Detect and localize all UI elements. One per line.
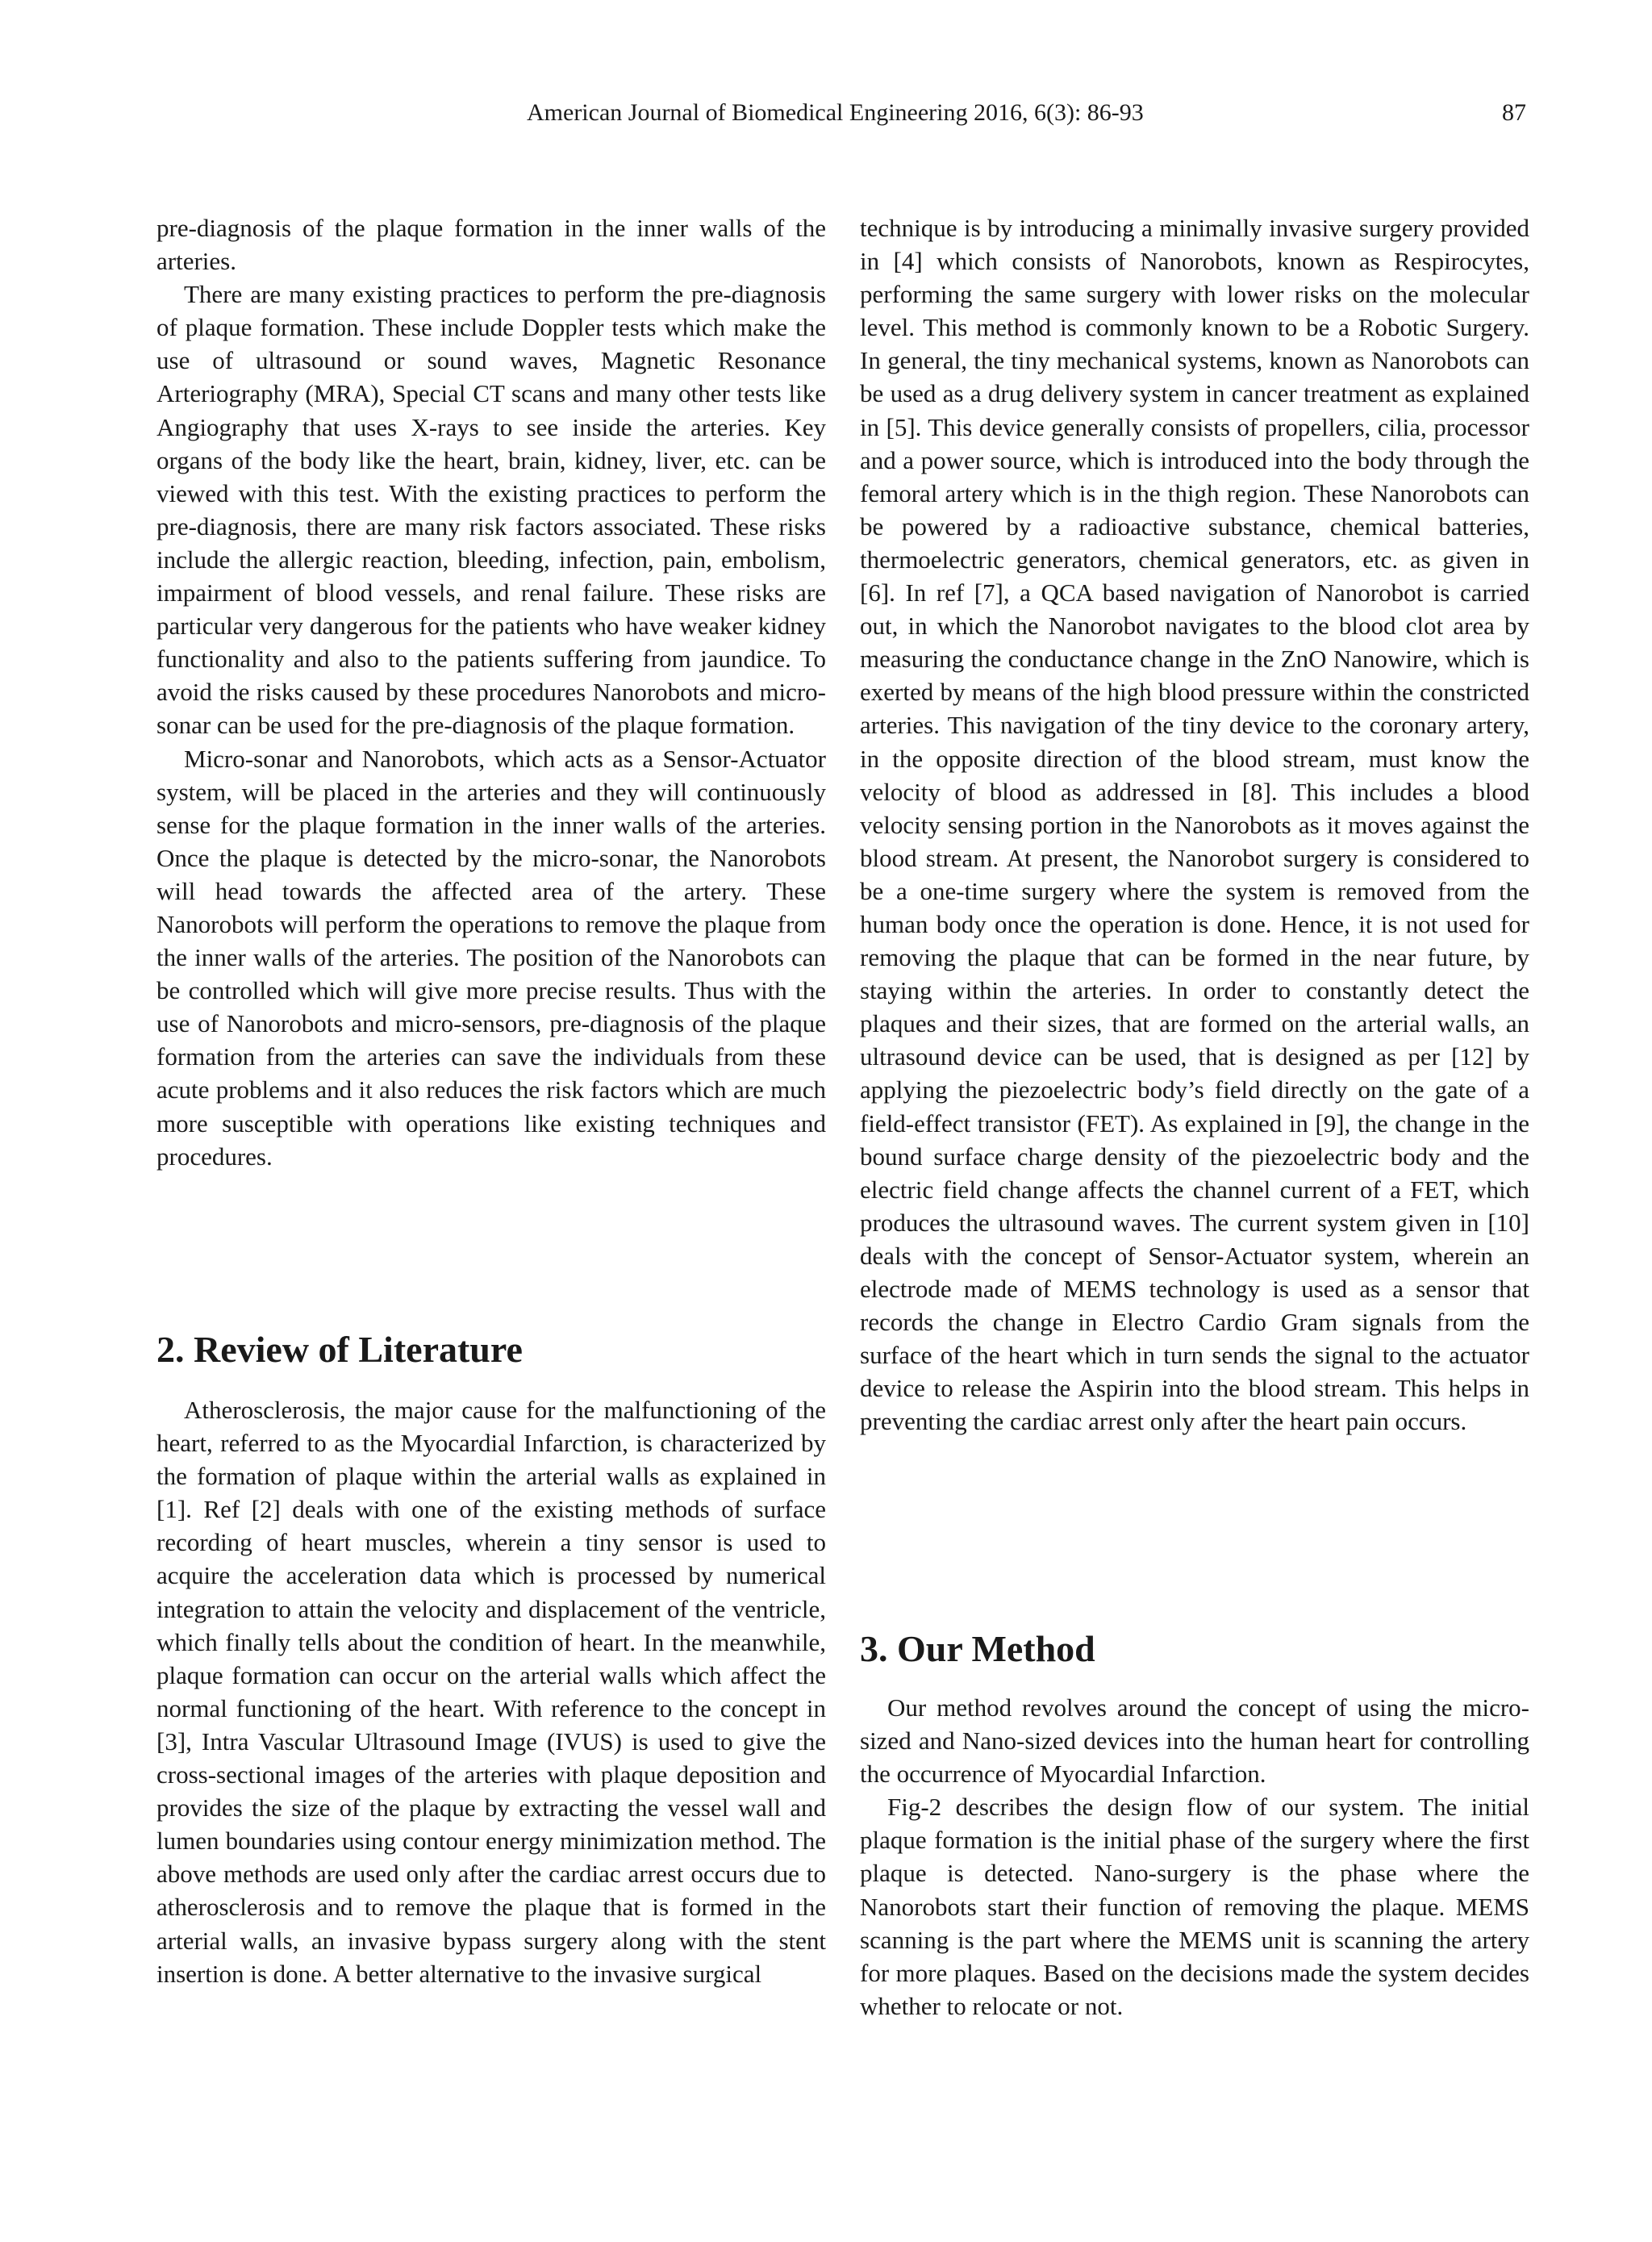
paragraph: Our method revolves around the concept of using the micro-sized and Nano-sized devices into the human heart for controlling the occurrence of Myocardial Infarction. xyxy=(860,1693,1529,1789)
right-column-review-cont xyxy=(860,211,1529,1438)
paragraph: There are many existing practices to perform the pre-diagnosis of plaque formation. These include Doppler tests which make the use of ultrasound or sound waves, Magnetic Resonance Arteriography (MRA), Special CT scans and many other tests like Angiography that uses X-rays to see inside the arteries. Key organs of the body like the heart, brain, kidney, liver, etc. can be viewed with this test. With the existing practices to perform the pre-diagnosis, there are many risk factors associated. These risks include the allergic reaction, bleeding, infection, pain, embolism, impairment of blood vessels, and renal failure. These risks are particular very dangerous for the patients who have weaker kidney functionality and also to the patients suffering from jaundice. To avoid the risks caused by these procedures Nanorobots and micro-sonar can be used for the pre-diagnosis of the plaque formation. xyxy=(156,280,826,740)
right-column-method xyxy=(860,1691,1529,2023)
section-heading-review: 2. Review of Literature xyxy=(156,1329,523,1370)
paragraph: pre-diagnosis of the plaque formation in the inner walls of the arteries. xyxy=(156,214,826,276)
paragraph: Micro-sonar and Nanorobots, which acts as a Sensor-Actuator system, will be placed in the arteries and they will continuously sense for the plaque formation in the inner walls of the arteries. Once the plaque is detected by the micro-sonar, the Nanorobots will head towards the affected area of the artery. These Nanorobots will perform the operations to remove the plaque from the inner walls of the arteries. The position of the Nanorobots can be controlled which will give more precise results. Thus with the use of Nanorobots and micro-sensors, pre-diagnosis of the plaque formation from the arteries can save the individuals from these acute problems and it also reduces the risk factors which are much more susceptible with operations like existing techniques and procedures. xyxy=(156,744,826,1171)
paragraph: Fig-2 describes the design flow of our system. The initial plaque formation is the initial phase of the surgery where the first plaque is detected. Nano-surgery is the phase where the Nanorobots start their function of removing the plaque. MEMS scanning is the part where the MEMS unit is scanning the artery for more plaques. Based on the decisions made the system decides whether to relocate or not. xyxy=(860,1793,1529,2020)
section-heading-method: 3. Our Method xyxy=(860,1628,1095,1669)
paragraph: Atherosclerosis, the major cause for the malfunctioning of the heart, referred to as the Myocardial Infarction, is characterized by the formation of plaque within the arterial walls as explained in [1]. Ref [2] deals with one of the existing methods of surface recording of heart muscles, wherein a tiny sensor is used to acquire the acceleration data which is processed by numerical integration to attain the velocity and displacement of the ventricle, which finally tells about the condition of heart. In the meanwhile, plaque formation can occur on the arterial walls which affect the normal functioning of the heart. With reference to the concept in [3], Intra Vascular Ultrasound Image (IVUS) is used to give the cross-sectional images of the arteries with plaque deposition and provides the size of the plaque by extracting the vessel wall and lumen boundaries using contour energy minimization method. The above methods are used only after the cardiac arrest occurs due to atherosclerosis and to remove the plaque that is formed in the arterial walls, an invasive bypass surgery along with the stent insertion is done. A better alternative to the invasive surgical xyxy=(156,1396,826,1988)
running-header-journal: American Journal of Biomedical Engineering 2016, 6(3): 86-93 xyxy=(527,99,1144,126)
paragraph: technique is by introducing a minimally invasive surgery provided in [4] which consists of Nanorobots, known as Respirocytes, performing the same surgery with lower risks on the molecular level. This method is commonly known to be a Robotic Surgery. In general, the tiny mechanical systems, known as Nanorobots can be used as a drug delivery system in cancer treatment as explained in [5]. This device generally consists of propellers, cilia, processor and a power source, which is introduced into the body through the femoral artery which is in the thigh region. These Nanorobots can be powered by a radioactive substance, chemical batteries, thermoelectric generators, chemical generators, etc. as given in [6]. In ref [7], a QCA based navigation of Nanorobot is carried out, in which the Nanorobot navigates to the blood clot area by measuring the conductance change in the ZnO Nanowire, which is exerted by means of the high blood pressure within the constricted arteries. This navigation of the tiny device to the coronary artery, in the opposite direction of the blood stream, must know the velocity of blood as addressed in [8]. This includes a blood velocity sensing portion in the Nanorobots as it moves against the blood stream. At present, the Nanorobot surgery is considered to be a one-time surgery where the system is removed from the human body once the operation is done. Hence, it is not used for removing the plaque that can be formed in the near future, by staying within the arteries. In order to constantly detect the plaques and their sizes, that are formed on the arterial walls, an ultrasound device can be used, that is designed as per [12] by applying the piezoelectric body’s field directly on the gate of a field-effect transistor (FET). As explained in [9], the change in the bound surface charge density of the piezoelectric body and the electric field change affects the channel current of a FET, which produces the ultrasound waves. The current system given in [10] deals with the concept of Sensor-Actuator system, wherein an electrode made of MEMS technology is used as a sensor that records the change in Electro Cardio Gram signals from the surface of the heart which in turn sends the signal to the actuator device to release the Aspirin into the blood stream. This helps in preventing the cardiac arrest only after the heart pain occurs. xyxy=(860,214,1529,1436)
left-column-intro xyxy=(156,211,826,1173)
left-column-review xyxy=(156,1393,826,1990)
page-number: 87 xyxy=(1502,99,1526,126)
